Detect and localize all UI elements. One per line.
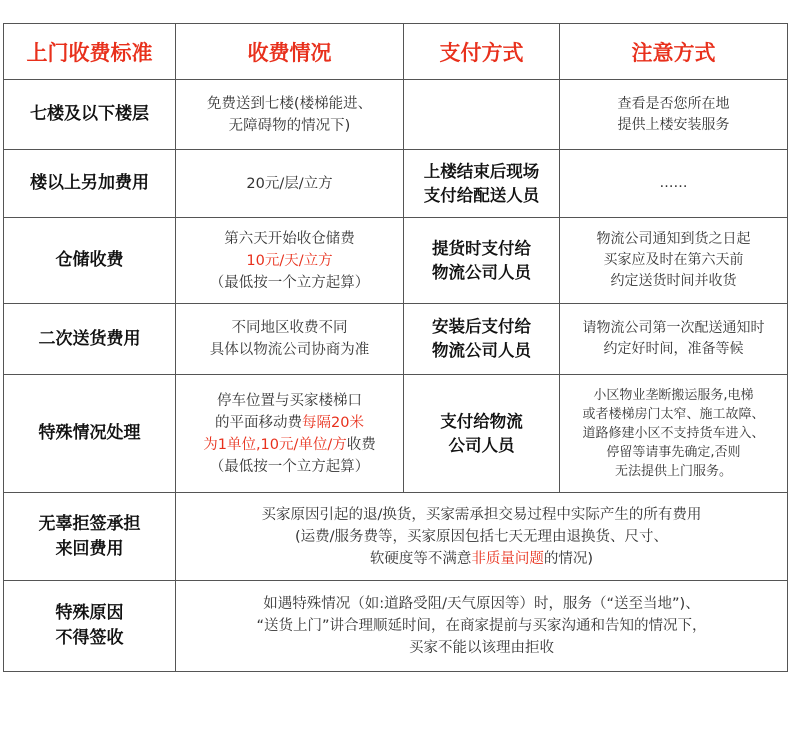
table-row [4,218,788,304]
table-row [4,304,788,375]
table-row [4,493,788,581]
highlight-unit-price: 为1单位,10元/单位/方 [203,436,347,453]
table-row [4,80,788,150]
pay-cell: 提货时支付给 物流公司人员 [404,218,560,304]
row-title: 无辜拒签承担 来回费用 [4,493,176,581]
note-cell: 请物流公司第一次配送通知时 约定好时间，准备等候 [560,304,788,375]
charge-cell: 免费送到七楼(楼梯能进、 无障碍物的情况下) [176,80,404,150]
note-cell: 物流公司通知到货之日起 买家应及时在第六天前 约定送货时间并收货 [560,218,788,304]
header-payment: 支付方式 [404,24,560,80]
charge-cell: 20元/层/立方 [176,150,404,218]
row-title: 二次送货费用 [4,304,176,375]
table-row [4,150,788,218]
pay-cell: 支付给物流 公司人员 [404,375,560,493]
highlight-distance: 每隔20米 [302,414,364,431]
note-cell: 查看是否您所在地 提供上楼安装服务 [560,80,788,150]
highlight-non-quality: 非质量问题 [471,550,544,567]
header-notes: 注意方式 [560,24,788,80]
charge-cell: 不同地区收费不同 具体以物流公司协商为准 [176,304,404,375]
table-row [4,375,788,493]
row-title: 楼以上另加费用 [4,150,176,218]
note-cell: 小区物业垄断搬运服务,电梯 或者楼梯房门太窄、施工故障、 道路修建小区不支持货车进入、 停留等请事先确定,否则 无法提供上门服务。 [560,375,788,493]
row-title: 仓储收费 [4,218,176,304]
highlight-price: 10元/天/立方 [246,252,333,269]
pay-cell: 上楼结束后现场 支付给配送人员 [404,150,560,218]
row-title: 特殊原因 不得签收 [4,581,176,672]
header-charge: 收费情况 [176,24,404,80]
note-cell: …… [560,150,788,218]
special-reason-text: 如遇特殊情况（如:道路受阻/天气原因等）时，服务（“送至当地”)、 “送货上门”讲合理顺延时间，在商家提前与买家沟通和告知的情况下， 买家不能以该理由拒收 [176,581,788,672]
row-title: 特殊情况处理 [4,375,176,493]
pay-cell-empty [404,80,560,150]
charge-cell: 第六天开始收仓储费 10元/天/立方 （最低按一个立方起算） [176,218,404,304]
table-header-row [4,24,788,80]
row-title: 七楼及以下楼层 [4,80,176,150]
table-row [4,581,788,672]
pay-cell: 安装后支付给 物流公司人员 [404,304,560,375]
charge-cell: 停车位置与买家楼梯口 的平面移动费每隔20米 为1单位,10元/单位/方收费 （最低按一个立方起算） [176,375,404,493]
rejection-policy-text: 买家原因引起的退/换货，买家需承担交易过程中实际产生的所有费用 (运费/服务费等，买家原因包括七天无理由退换货、尺寸、 软硬度等不满意非质量问题的情况) [176,493,788,581]
fee-table [3,23,788,672]
header-standard: 上门收费标准 [4,24,176,80]
